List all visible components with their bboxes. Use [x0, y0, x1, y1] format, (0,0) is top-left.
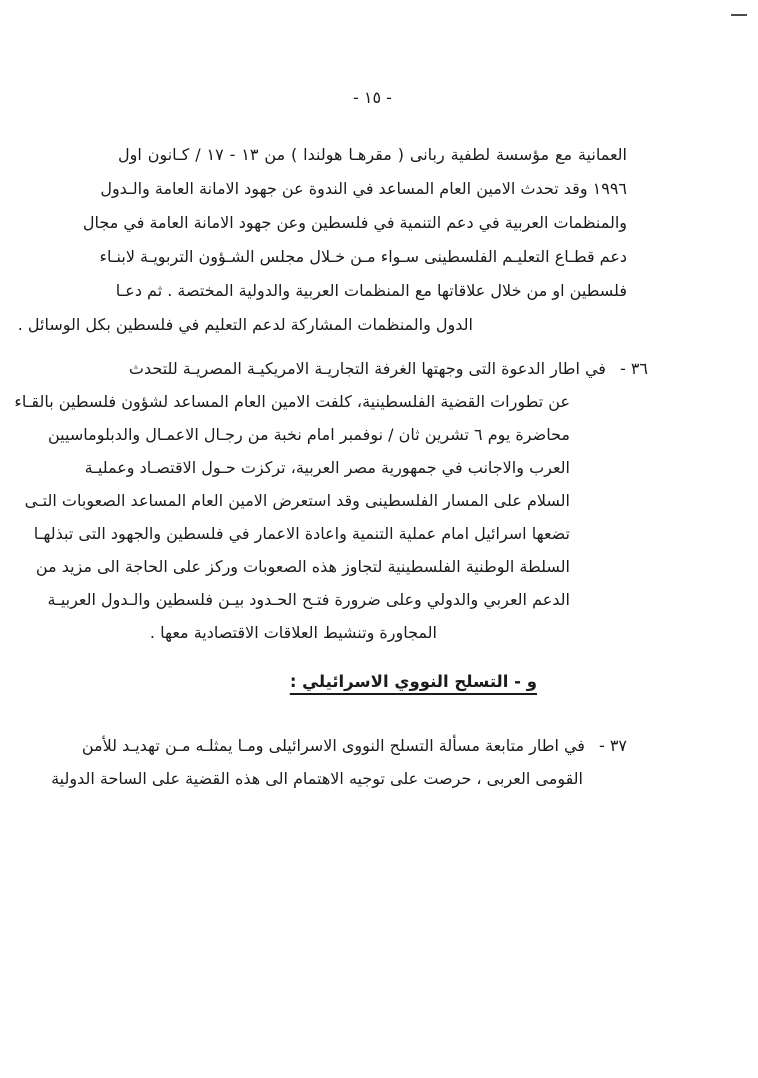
section-heading-israeli-nuclear-armament [118, 665, 537, 699]
text-line: السلام على المسار الفلسطينى وقد استعرض الامين العام المساعد الصعوبات التـى [24, 491, 570, 510]
text-line: القومى العربى ، حرصت على توجيه الاهتمام الى هذه القضية على الساحة الدولية [51, 769, 583, 788]
item-number-37: ٣٧ - [598, 736, 627, 755]
text-line: العمانية مع مؤسسة لطفية ربانى ( مقرهـا هولندا ) من ١٣ - ١٧ / كـانون اول [118, 145, 627, 164]
text-line: الدعم العربي والدولي وعلى ضرورة فتـح الحـدود بيـن فلسطين والـدول العربيـة [47, 590, 570, 609]
scan-artifact-dash [731, 14, 747, 16]
text-line: فلسطين او من خلال علاقاتها مع المنظمات العربية والدولية المختصة . ثم دعـا [115, 281, 627, 300]
page-number: - ١٥ - [353, 88, 392, 107]
text-line: في اطار متابعة مسألة التسلح النووى الاسرائيلى ومـا يمثلـه مـن تهديـد للأمن [81, 736, 585, 755]
text-line: والمنظمات العربية في دعم التنمية في فلسطين وعن جهود الامانة العامة في مجال [82, 213, 627, 232]
text-line: الدول والمنظمات المشاركة لدعم التعليم في فلسطين بكل الوسائل . [17, 315, 473, 334]
text-line: ١٩٩٦ وقد تحدث الامين العام المساعد في الندوة عن جهود الامانة العامة والـدول [100, 179, 627, 198]
text-line: عن تطورات القضية الفلسطينية، كلفت الامين العام المساعد لشؤون فلسطين بالقـاء [14, 392, 570, 411]
text-line-first [128, 352, 648, 385]
text-line-first [81, 729, 627, 762]
text-line: محاضرة يوم ٦ تشرين ثان / نوفمبر امام نخبة من رجـال الاعمـال والدبلوماسيين [48, 425, 570, 444]
paragraph-item-36 [14, 352, 648, 649]
section-heading-text: و - التسلح النووي الاسرائيلي : [289, 672, 537, 691]
text-line: المجاورة وتنشيط العلاقات الاقتصادية معها . [149, 623, 437, 642]
paragraph-item-37 [51, 729, 627, 795]
page-body-text [14, 138, 648, 795]
text-line: تضعها اسرائيل امام عملية التنمية واعادة الاعمار في فلسطين والجهود التى تبذلهـا [33, 524, 570, 543]
text-line: في اطار الدعوة التى وجهتها الغرفة التجاريـة الامريكيـة المصريـة للتحدث [128, 359, 606, 378]
item-number-36: ٣٦ - [619, 359, 648, 378]
text-line: دعم قطـاع التعليـم الفلسطينى سـواء مـن خـلال مجلس الشـؤون التربويـة لابنـاء [99, 247, 627, 266]
text-line: العرب والاجانب في جمهورية مصر العربية، تركزت حـول الاقتصـاد وعمليـة [84, 458, 570, 477]
text-line: السلطة الوطنية الفلسطينية لتجاوز هذه الصعوبات وركز على الحاجة الى مزيد من [35, 557, 570, 576]
paragraph-35-continuation [17, 138, 627, 342]
